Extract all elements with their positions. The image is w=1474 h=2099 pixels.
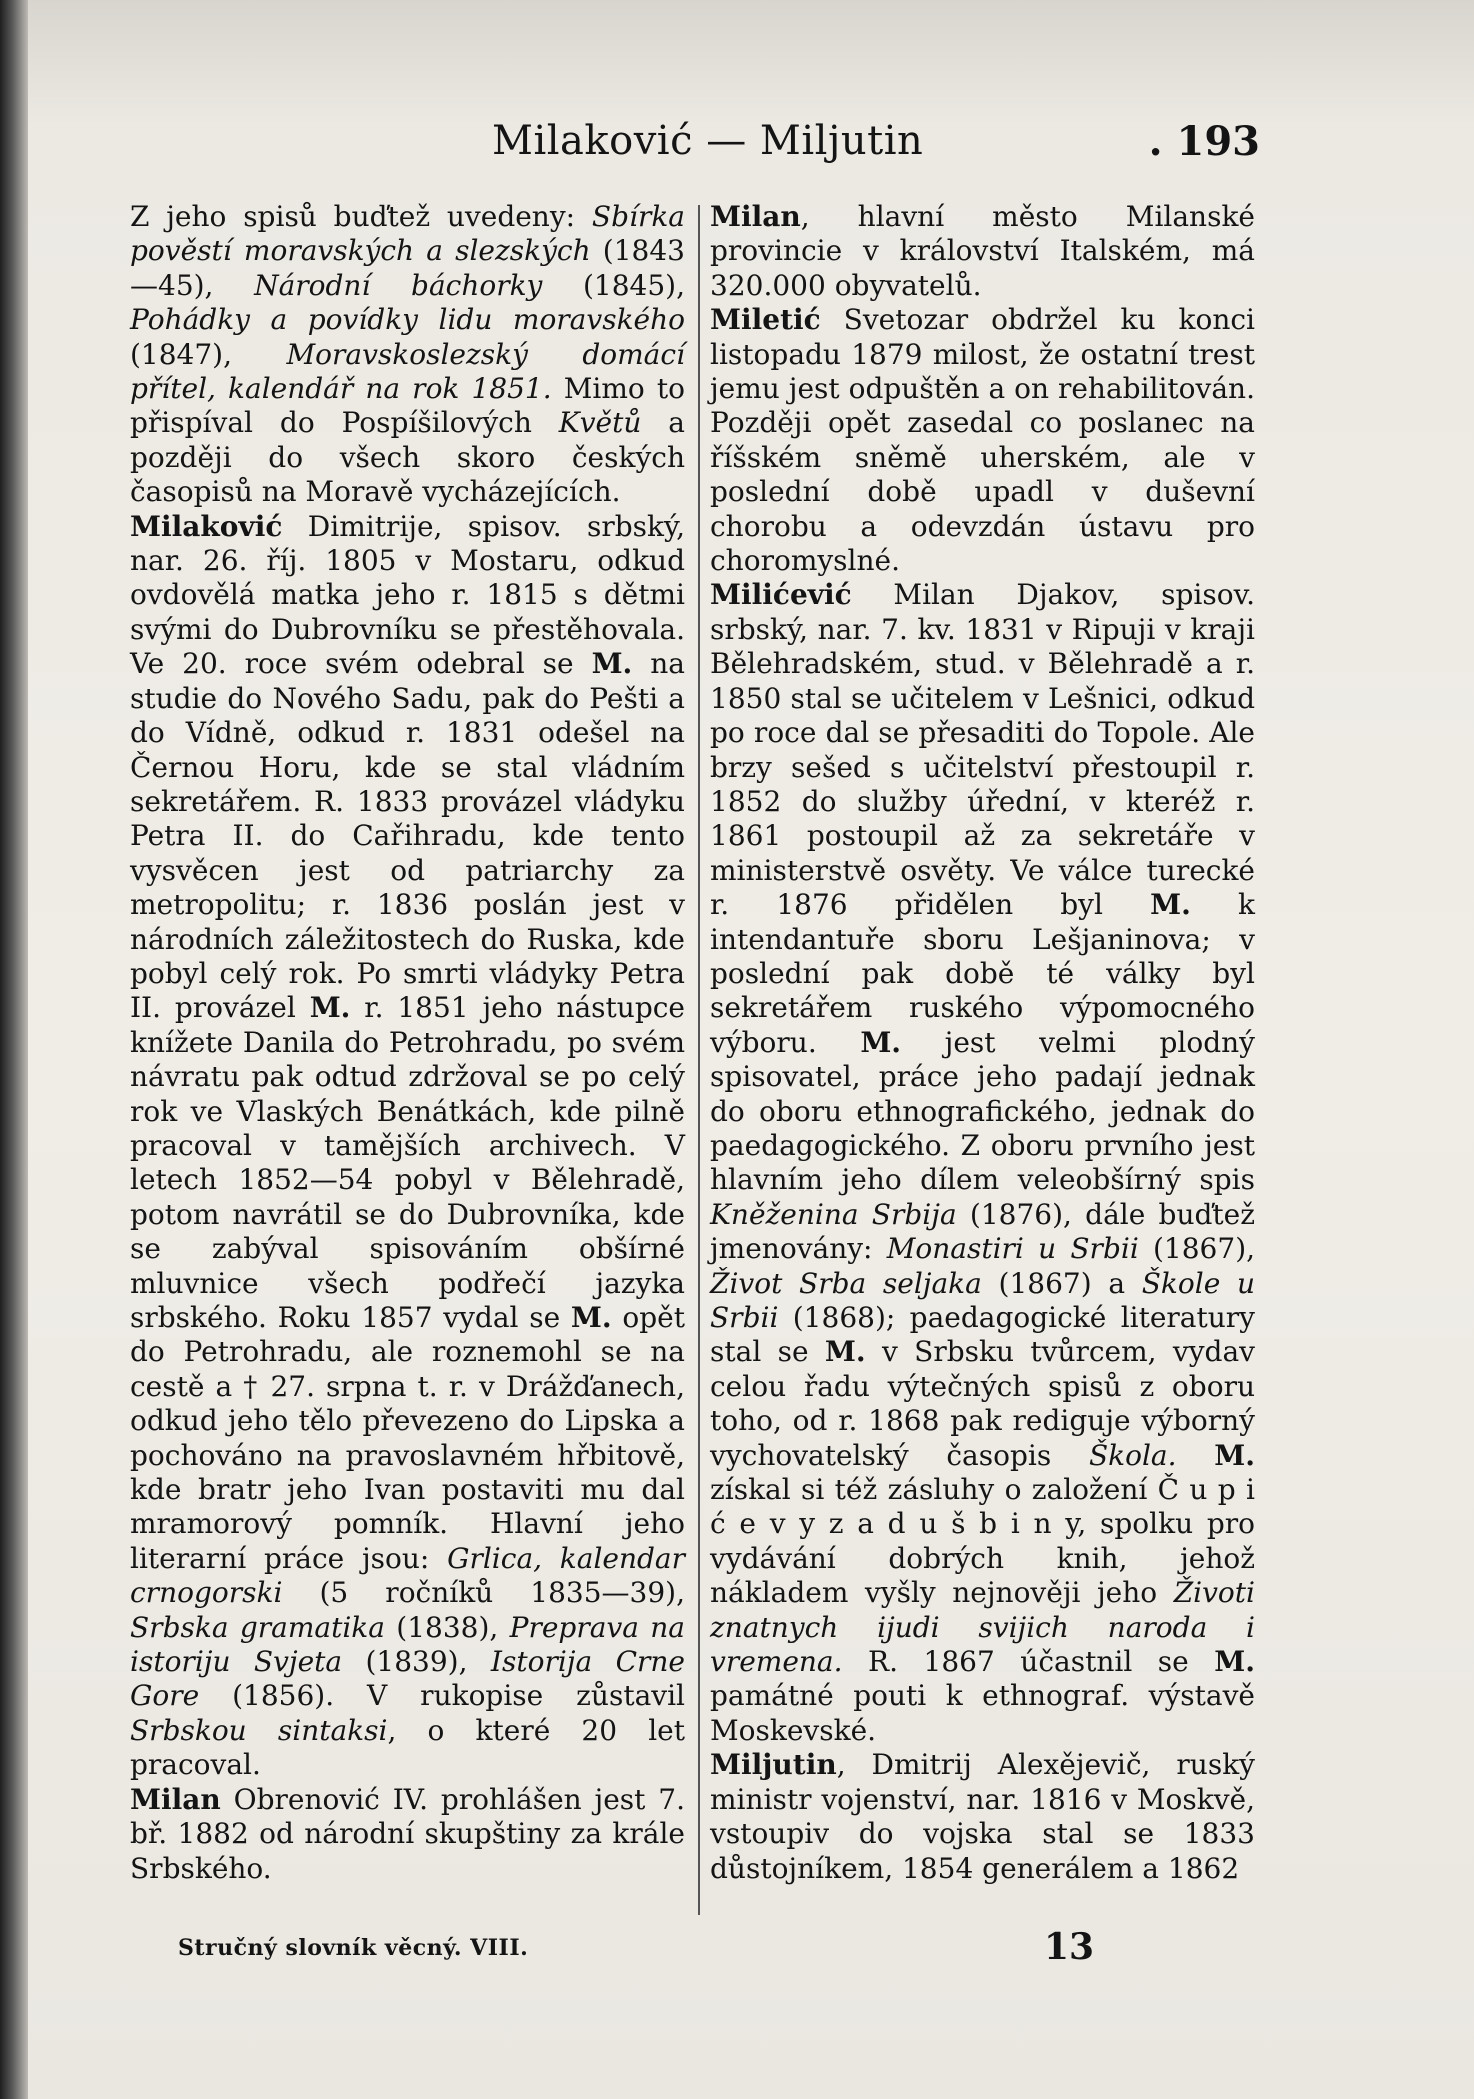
headword: M.	[1150, 888, 1191, 922]
left-column-entry	[130, 510, 685, 1783]
left-column	[130, 200, 685, 1886]
headword: Milaković	[130, 509, 283, 543]
left-column-entry	[130, 1783, 685, 1886]
italic-title: Škola.	[1088, 1438, 1177, 1472]
book-spine-shadow	[0, 0, 28, 2099]
italic-title: Monastiri u Srbii	[886, 1232, 1139, 1266]
entry-text: Milan Djakov, spisov. srbský, nar. 7. kv. 1831 v Ripuji v kraji Bělehradském, stud. v Bělehradě a r. 1850 stal se učitelem v Lešnici, odkud po roce dal se přesaditi do Topole. Ale brzy sešed s učitelství přestoupil r. 1852 do služby úřední, v kteréž r. 1861 postoupil až za sekretáře v ministerstvě osvěty. Ve válce turecké r. 1876 přidělen byl	[710, 578, 1255, 922]
headword: Miletić	[710, 303, 821, 337]
headword: M.	[1214, 1645, 1255, 1679]
right-column-entry	[710, 578, 1255, 1748]
italic-title: Moravskoslezský domácí přítel, kalendář na rok 1851.	[130, 337, 686, 406]
entry-text: Z jeho spisů buďtež uvedeny:	[130, 200, 592, 233]
entry-text: získal si též zásluhy o založení Č u p i ć e v y z a d u š b i n y, spolku pro vydávání dobrých knih, jehož nákladem vyšly nejnověji jeho	[710, 1473, 1255, 1610]
headword: M.	[824, 1335, 866, 1369]
page-number: . 193	[1148, 118, 1260, 165]
sheet-number: 13	[1044, 1926, 1095, 1968]
entry-text: , o které 20 let pracoval.	[130, 1713, 685, 1782]
running-header	[130, 118, 1280, 178]
entry-text: (1845),	[542, 268, 686, 302]
entry-text: Dimitrije, spisov. srbský, nar. 26. říj. 1805 v Mostaru, odkud ovdovělá matka jeho r. 1815 s dětmi svými do Dubrovníku se přestěhovala. Ve 20. roce svém odebral se	[130, 509, 685, 681]
entry-text: (1856). V rukopise zůstavil	[199, 1679, 685, 1713]
entry-text	[1177, 1439, 1215, 1472]
headword: M.	[570, 1301, 612, 1334]
entry-text: (1876), dále buďtež jmenovány:	[710, 1197, 1255, 1266]
entry-text: , Dmitrij Alexějevič, ruský ministr vojenství, nar. 1816 v Moskvě, vstoupiv do vojska stal se 1833 důstojníkem, 1854 generálem a 1862	[710, 1748, 1255, 1885]
entry-text: Svetozar obdržel ku konci listopadu 1879 milost, že ostatní trest jemu jest odpuštěn a on rehabilitován. Později opět zasedal co poslanec na říšském sněmě uherském, ale v poslední době upadl v duševní chorobu a odevzdán ústavu pro choromyslné.	[710, 303, 1255, 578]
entry-text: (1838),	[384, 1610, 510, 1644]
italic-title: Istorija Crne Gore	[130, 1645, 685, 1713]
italic-title: Sbírka pověstí moravských a slezských	[130, 200, 685, 268]
entry-text: (1847),	[130, 337, 287, 371]
entry-text: (5 ročníků 1835—39),	[282, 1576, 685, 1610]
right-column-entry	[710, 1748, 1255, 1886]
entry-text: opět do Petrohradu, ale roznemohl se na cestě a † 27. srpna t. r. v Drážďanech, odkud jeho tělo převezeno do Lipska a pochováno na pravoslavném hřbitově, kde bratr jeho Ivan postaviti mu dal mramorový pomník. Hlavní jeho literarní práce jsou:	[130, 1301, 685, 1575]
header-title: Milaković — Miljutin	[492, 118, 924, 164]
left-column-entry	[130, 200, 685, 510]
headword: Miljutin	[710, 1748, 837, 1782]
italic-title: Národní báchorky	[254, 268, 543, 302]
right-column	[710, 200, 1255, 1886]
right-column-entry	[710, 200, 1255, 303]
entry-text: na studie do Nového Sadu, pak do Pešti a do Vídně, odkud r. 1831 odešel na Černou Horu, kde se stal vládním sekretářem. R. 1833 provázel vládyku Petra II. do Cařihradu, kde tento vysvěcen jest od patriarchy za metropolitu; r. 1836 poslán jest v národních záležitostech do Ruska, kde pobyl celý rok. Po smrti vládyky Petra II. provázel	[130, 647, 685, 1025]
headword: M.	[860, 1025, 902, 1059]
entry-text: (1867),	[1138, 1232, 1256, 1266]
entry-text: R. 1867 účastnil se	[842, 1645, 1215, 1679]
entry-text: , hlavní město Milanské provincie v království Italském, má 320.000 obyvatelů.	[710, 200, 1255, 302]
italic-title: Preprava na istoriju Svjeta	[130, 1610, 686, 1679]
headword: M.	[1214, 1438, 1255, 1472]
entry-text: (1843—45),	[130, 234, 685, 302]
italic-title: Kněženina Srbija	[710, 1197, 957, 1231]
headword: M.	[591, 647, 633, 681]
italic-title: Grlica, kalendar crnogorski	[130, 1541, 686, 1610]
entry-text: v Srbsku tvůrcem, vydav celou řadu výtečných spisů z oboru toho, od r. 1868 pak rediguje výborný vychovatelský časopis	[710, 1335, 1255, 1472]
italic-title: Pohádky a povídky lidu moravského	[130, 303, 685, 337]
column-divider	[698, 205, 700, 1915]
headword: Milićević	[710, 578, 852, 612]
italic-title: Květů	[558, 406, 642, 440]
entry-text: k intendantuře sboru Lešjaninova; v poslední pak době té války byl sekretářem ruského výpomocného výboru.	[710, 888, 1255, 1059]
italic-title: Životi znatnych ijudi svijich naroda i vremena.	[710, 1576, 1255, 1679]
entry-text: (1839),	[342, 1645, 491, 1679]
footer-signature: Stručný slovník věcný. VIII.	[178, 1935, 529, 1961]
entry-text: r. 1851 jeho nástupce knížete Danila do Petrohradu, po svém návratu pak odtud zdržoval se po celý rok ve Vlaských Benátkách, kde pilně pracoval v tamějších archivech. V letech 1852—54 pobyl v Bělehradě, potom navrátil se do Dubrovníka, kde se zabýval spisováním obšírné mluvnice všech podřečí jazyka srbského. Roku 1857 vydal se	[130, 991, 685, 1334]
headword: Milan	[130, 1782, 221, 1816]
headword: Milan	[710, 200, 801, 233]
italic-title: Škole u Srbii	[710, 1266, 1255, 1334]
entry-text: (1868); paedagogické literatury stal se	[710, 1301, 1255, 1369]
entry-text: jest velmi plodný spisovatel, práce jeho padají jednak do oboru ethnografického, jednak do paedagogického. Z oboru prvního jest hlavním jeho dílem veleobšírný spis	[710, 1025, 1256, 1197]
italic-title: Život Srba seljaka	[710, 1266, 982, 1300]
entry-text: Obrenović IV. prohlášen jest 7. bř. 1882 od národní skupštiny za krále Srbského.	[130, 1782, 685, 1885]
italic-title: Srbskou sintaksi	[130, 1713, 388, 1747]
headword: M.	[309, 991, 351, 1025]
italic-title: Srbska gramatika	[130, 1610, 385, 1644]
right-column-entry	[710, 303, 1255, 578]
entry-text: (1867) a	[981, 1266, 1142, 1300]
entry-text: Mimo to přispíval do Pospíšilových	[130, 372, 685, 440]
entry-text: památné pouti k ethnograf. výstavě Moskevské.	[710, 1679, 1255, 1747]
entry-text: a později do všech skoro českých časopisů na Moravě vycházejících.	[130, 406, 685, 509]
